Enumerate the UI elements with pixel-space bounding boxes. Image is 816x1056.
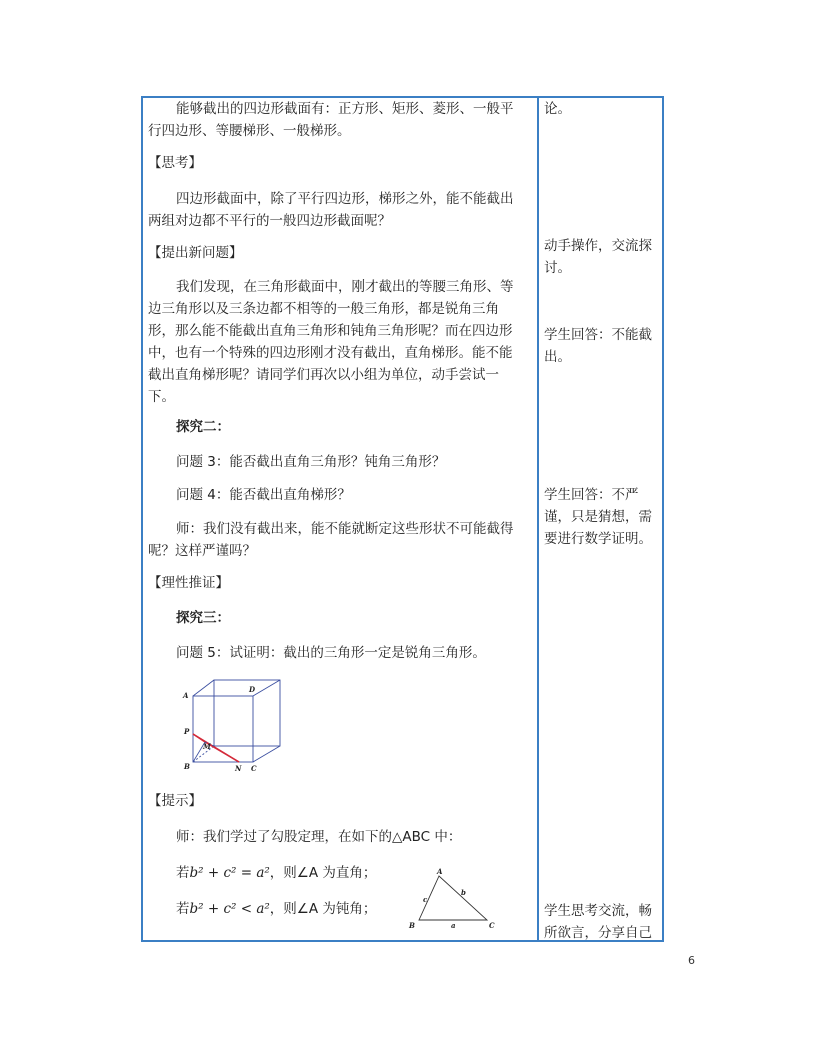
right-note-1: 论。 bbox=[544, 101, 571, 117]
heading-hint: 【提示】 bbox=[148, 793, 202, 809]
cube-figure bbox=[181, 676, 291, 776]
right-note-2-line2: 讨。 bbox=[544, 260, 571, 276]
condition-right-formula: b² + c² = a² bbox=[189, 865, 270, 881]
heading-rational-proof: 【理性推证】 bbox=[148, 575, 229, 591]
paragraph-pythagorean: 师：我们学过了勾股定理，在如下的△ABC 中： bbox=[176, 829, 462, 845]
condition-right-angle bbox=[176, 862, 376, 884]
paragraph-quad-sections-line2: 行四边形、等腰梯形、一般梯形。 bbox=[148, 123, 351, 139]
question-four: 问题 4：能否截出直角梯形？ bbox=[176, 487, 351, 503]
paragraph-new-question-line3: 形，那么能不能截出直角三角形和钝角三角形呢？而在四边形 bbox=[148, 323, 513, 339]
paragraph-new-question-line2: 边三角形以及三条边都不相等的一般三角形，都是锐角三角 bbox=[148, 301, 499, 317]
triangle-label-c-vertex: C bbox=[489, 921, 495, 930]
paragraph-think-line1: 四边形截面中，除了平行四边形，梯形之外，能不能截出 bbox=[176, 191, 514, 207]
right-note-4-line3: 要进行数学证明。 bbox=[544, 531, 652, 547]
triangle-abc-figure bbox=[405, 868, 505, 932]
paragraph-teacher-line1: 师：我们没有截出来，能不能就断定这些形状不可能截得 bbox=[176, 521, 514, 537]
right-note-2-line1: 动手操作，交流探 bbox=[544, 238, 652, 254]
paragraph-new-question-line1: 我们发现，在三角形截面中，刚才截出的等腰三角形、等 bbox=[176, 279, 514, 295]
question-three: 问题 3：能否截出直角三角形？钝角三角形？ bbox=[176, 454, 446, 470]
condition-obtuse-tail: ，则∠A 为钝角； bbox=[269, 901, 377, 917]
right-note-5-line2: 所欲言，分享自己 bbox=[544, 925, 652, 941]
paragraph-new-question-line6: 下。 bbox=[148, 389, 175, 405]
condition-right-prefix: 若 bbox=[176, 865, 190, 881]
explore-three-title: 探究三： bbox=[176, 610, 230, 626]
explore-two-title: 探究二： bbox=[176, 419, 230, 435]
right-note-3-line2: 出。 bbox=[544, 349, 571, 365]
triangle-label-b-vertex: B bbox=[409, 921, 415, 930]
heading-think: 【思考】 bbox=[148, 155, 202, 171]
cube-label-d: D bbox=[249, 685, 256, 694]
condition-right-tail: ，则∠A 为直角； bbox=[269, 865, 377, 881]
paragraph-quad-sections-line1: 能够截出的四边形截面有：正方形、矩形、菱形、一般平 bbox=[176, 101, 514, 117]
condition-obtuse-angle bbox=[176, 898, 376, 920]
paragraph-new-question-line4: 中，也有一个特殊的四边形刚才没有截出，直角梯形。能不能 bbox=[148, 345, 513, 361]
triangle-label-side-c: c bbox=[423, 895, 428, 904]
right-note-4-line1: 学生回答：不严 bbox=[544, 487, 639, 503]
cube-label-n: N bbox=[235, 764, 242, 773]
condition-obtuse-prefix: 若 bbox=[176, 901, 190, 917]
condition-obtuse-formula: b² + c² < a² bbox=[189, 901, 270, 917]
question-five: 问题 5：试证明：截出的三角形一定是锐角三角形。 bbox=[176, 645, 486, 661]
heading-new-question: 【提出新问题】 bbox=[148, 245, 243, 261]
right-note-5-line1: 学生思考交流，畅 bbox=[544, 903, 652, 919]
cube-label-b: B bbox=[184, 762, 190, 771]
paragraph-new-question-line5: 截出直角梯形呢？请同学们再次以小组为单位，动手尝试一 bbox=[148, 367, 499, 383]
triangle-label-side-a: a bbox=[451, 921, 456, 930]
lesson-table bbox=[141, 96, 664, 942]
cube-label-a: A bbox=[183, 691, 189, 700]
paragraph-teacher-line2: 呢？这样严谨吗？ bbox=[148, 543, 256, 559]
page-number: 6 bbox=[688, 954, 695, 967]
paragraph-think-line2: 两组对边都不平行的一般四边形截面呢？ bbox=[148, 213, 391, 229]
cube-label-c: C bbox=[251, 764, 257, 773]
triangle-label-side-b: b bbox=[461, 888, 466, 897]
right-note-3-line1: 学生回答：不能截 bbox=[544, 327, 652, 343]
cube-label-p: P bbox=[184, 727, 190, 736]
triangle-label-a-vertex: A bbox=[437, 868, 443, 876]
cube-label-m: M bbox=[203, 742, 211, 751]
right-note-4-line2: 谨，只是猜想，需 bbox=[544, 509, 652, 525]
column-divider bbox=[537, 98, 539, 940]
